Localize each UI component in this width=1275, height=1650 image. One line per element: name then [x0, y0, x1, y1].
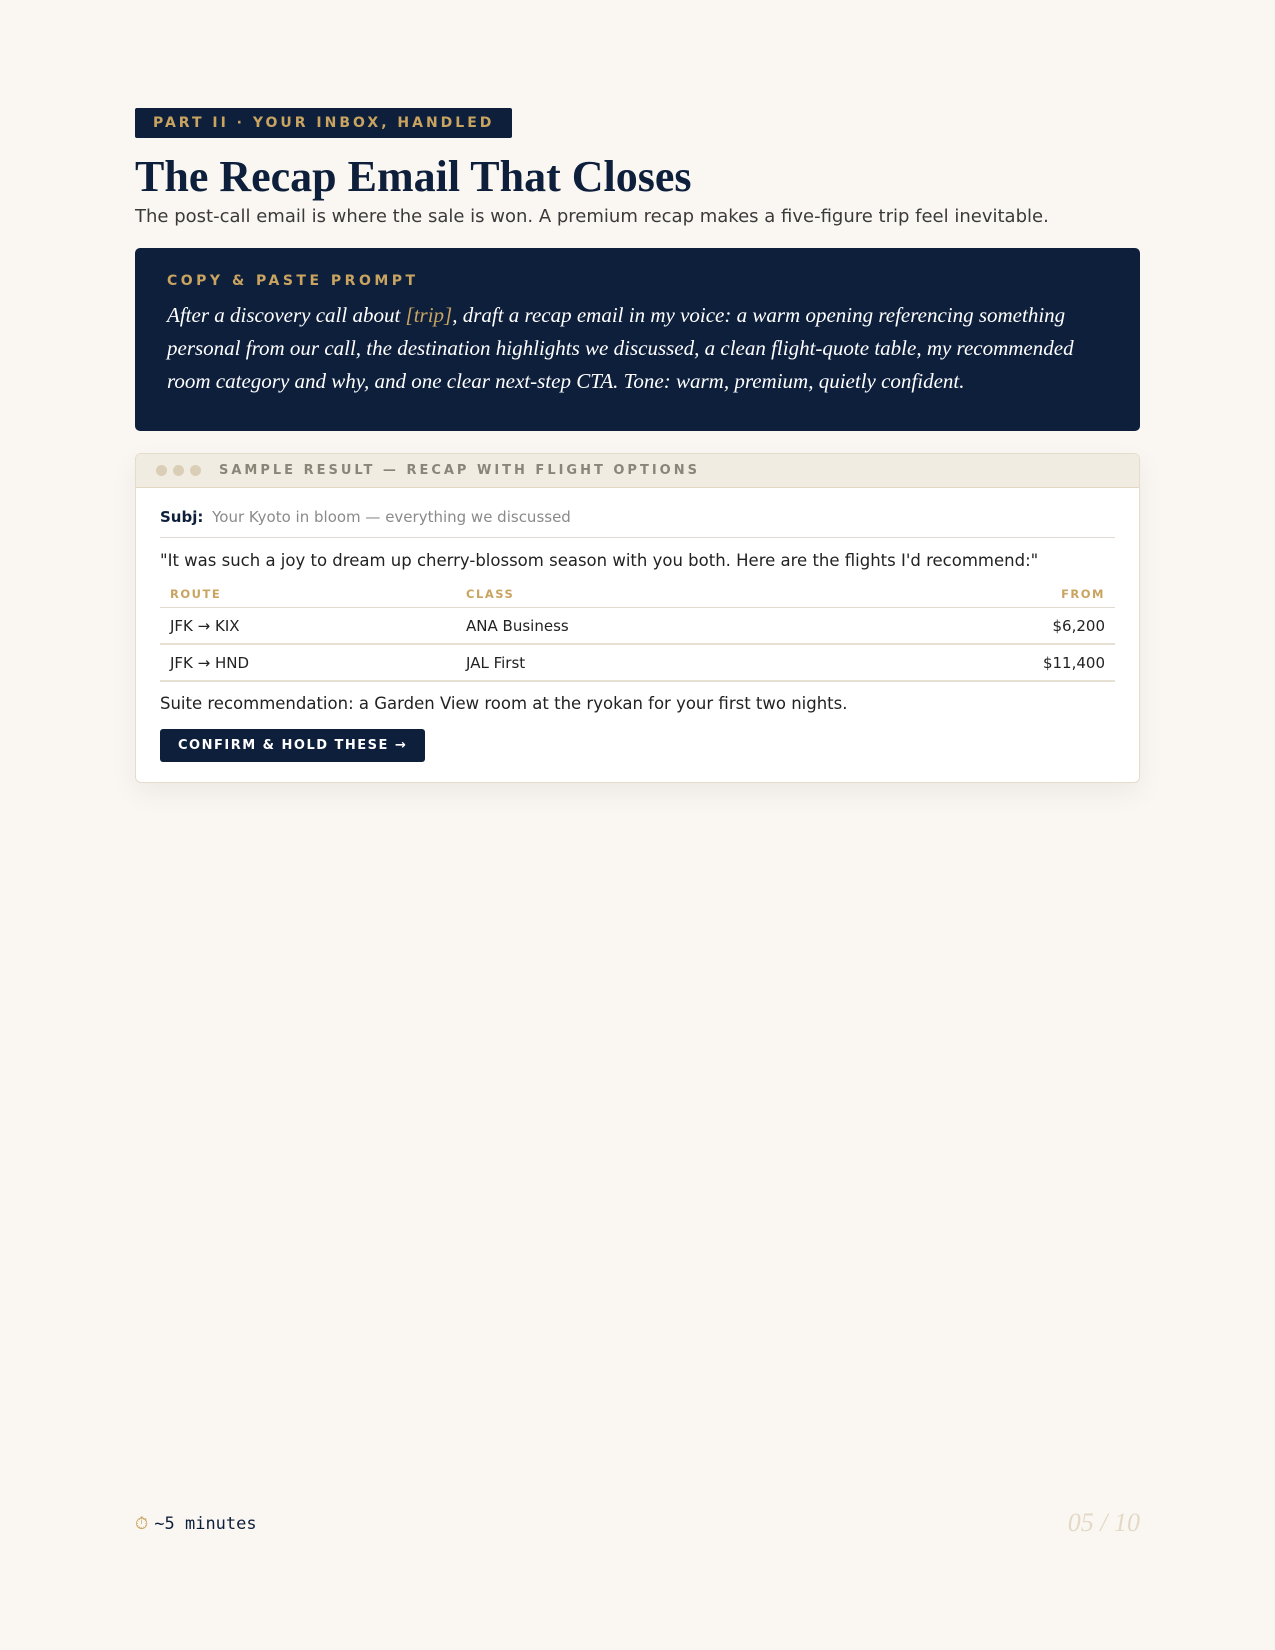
window-dot-icon — [156, 465, 167, 476]
prompt-text-after: , draft a recap email in my voice: a warm opening referencing something personal from our call, the destination highlights we discussed, a clean flight-quote table, my recommended room category and why, and one clear next-step CTA. Tone: warm, premium, quietly confident. — [167, 303, 1074, 394]
stopwatch-icon: ⏱ — [135, 1514, 149, 1534]
column-header-route: ROUTE — [160, 582, 456, 608]
suite-recommendation: Suite recommendation: a Garden View room at the ryokan for your first two nights. — [160, 694, 848, 714]
page-title: The Recap Email That Closes — [135, 152, 692, 201]
prompt-label: COPY & PASTE PROMPT — [167, 273, 419, 290]
sample-body — [136, 488, 1139, 782]
time-estimate-text: ~5 minutes — [154, 1514, 257, 1534]
subject-label: Subj: — [160, 508, 204, 527]
route-cell: JFK → HND — [160, 644, 456, 681]
prompt-text-before: After a discovery call about — [167, 303, 406, 328]
prompt-text[interactable] — [167, 299, 1108, 398]
table-row — [160, 644, 1115, 681]
table-header-row — [160, 582, 1115, 608]
prompt-box — [135, 248, 1140, 431]
prompt-variable: [trip] — [405, 303, 453, 328]
column-header-class: CLASS — [456, 582, 851, 608]
flight-quote-table — [160, 582, 1115, 682]
price-cell: $11,400 — [851, 644, 1115, 681]
window-dot-icon — [190, 465, 201, 476]
confirm-hold-button[interactable]: CONFIRM & HOLD THESE → — [160, 729, 425, 762]
window-dot-icon — [173, 465, 184, 476]
route-cell: JFK → KIX — [160, 608, 456, 645]
email-opening-quote: "It was such a joy to dream up cherry-blossom season with you both. Here are the flights I'd recommend:" — [160, 551, 1039, 571]
sample-title: SAMPLE RESULT — RECAP WITH FLIGHT OPTIONS — [219, 463, 700, 479]
sample-window-titlebar — [136, 454, 1139, 488]
email-subject — [160, 508, 1115, 538]
table-row — [160, 608, 1115, 645]
part-tag: PART II · YOUR INBOX, HANDLED — [135, 108, 512, 138]
page-number: 05 / 10 — [1067, 1508, 1140, 1537]
class-cell: JAL First — [456, 644, 851, 681]
page — [135, 108, 1140, 783]
time-estimate — [135, 1514, 257, 1534]
subject-text: Your Kyoto in bloom — everything we discussed — [212, 508, 571, 527]
sample-result-window — [135, 453, 1140, 783]
price-cell: $6,200 — [851, 608, 1115, 645]
page-subtitle: The post-call email is where the sale is won. A premium recap makes a five-figure trip feel inevitable. — [135, 206, 1049, 228]
class-cell: ANA Business — [456, 608, 851, 645]
column-header-from: FROM — [851, 582, 1115, 608]
